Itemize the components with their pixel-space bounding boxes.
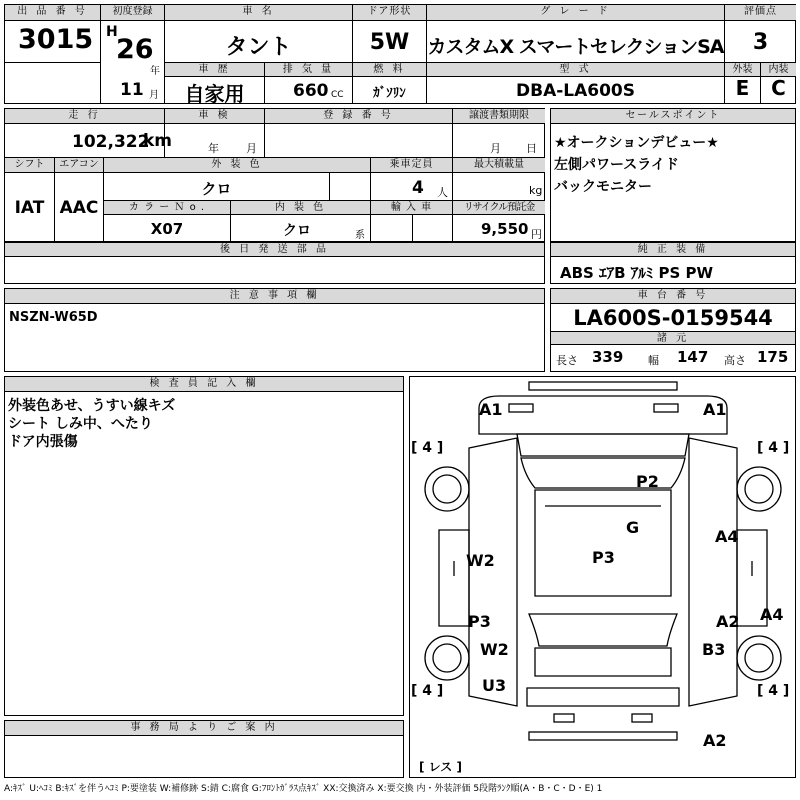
divider <box>412 215 413 242</box>
damage-mark: A1 <box>479 400 503 419</box>
damage-mark: W2 <box>466 551 495 570</box>
first-reg-label: 初度登録 <box>101 5 164 21</box>
capacity-label: 乗車定員 <box>371 158 452 173</box>
recycle-unit: 円 <box>531 228 542 241</box>
chassis-no: LA600S-0159544 <box>573 306 773 330</box>
car-outline <box>409 376 796 778</box>
damage-mark: A4 <box>715 527 739 546</box>
detail-section <box>4 108 545 242</box>
divider <box>4 62 100 63</box>
shift-label: シフト <box>5 158 54 173</box>
damage-mark: A2 <box>703 731 727 750</box>
lot-no-label: 出 品 番 号 <box>5 5 100 21</box>
inspector-line: 外装色あせ、うすい線キズ <box>8 398 176 414</box>
int-color-unit: 系 <box>355 230 365 241</box>
damage-mark: B3 <box>702 640 726 659</box>
model-label: 型 式 <box>427 63 724 77</box>
year-unit: 年 <box>150 66 160 77</box>
inspection-label: 車 検 <box>165 109 264 124</box>
mileage-label: 走 行 <box>5 109 164 124</box>
height-label: 高さ <box>724 354 746 367</box>
transfer-day-unit: 日 <box>526 142 537 155</box>
ext-color-label: 外 装 色 <box>104 158 370 173</box>
damage-mark: U3 <box>482 676 507 695</box>
air-conditioner: AAC <box>59 198 99 218</box>
grade-label: グ レ ー ド <box>427 5 724 21</box>
ac-label: エアコン <box>55 158 103 173</box>
height: 175 <box>757 348 789 366</box>
equipment-list: ABS ｴｱB ｱﾙﾐ PS PW <box>560 264 714 282</box>
import-label: 輸 入 車 <box>371 201 452 215</box>
displacement-label: 排 気 量 <box>265 63 352 77</box>
tire-depth: [ 4 ] <box>411 440 444 456</box>
car-name-label: 車 名 <box>165 5 352 21</box>
lot-no: 3015 <box>18 24 94 55</box>
inspector-line: シート しみ中、へたり <box>8 416 153 432</box>
length: 339 <box>592 348 624 366</box>
ext-color: クロ <box>201 180 232 198</box>
transfer-month-unit: 月 <box>490 142 501 155</box>
inspector-line: ドア内張傷 <box>8 434 78 450</box>
damage-mark: W2 <box>480 640 509 659</box>
reg-no-label: 登 録 番 号 <box>265 109 452 124</box>
equipment-label: 純 正 装 備 <box>551 243 795 257</box>
damage-mark: A1 <box>703 400 727 419</box>
history-label: 車 歴 <box>165 63 264 77</box>
inspection-year-unit: 年 <box>208 142 219 155</box>
history: 自家用 <box>184 82 245 106</box>
mileage-unit: km <box>143 131 173 151</box>
office-label: 事 務 局 よ り ご 案 内 <box>5 721 403 736</box>
capacity-unit: 人 <box>437 186 448 199</box>
score: 3 <box>752 30 769 55</box>
damage-mark: P3 <box>468 612 491 631</box>
displacement-unit: CC <box>331 90 344 100</box>
inspector-label: 検 査 員 記 入 欄 <box>5 377 403 392</box>
ext-grade: E <box>735 76 750 100</box>
sales-line: 左側パワースライド <box>554 157 679 173</box>
later-parts-label: 後 日 発 送 部 品 <box>5 243 544 257</box>
sales-points-label: セールスポイント <box>551 109 795 124</box>
chassis-label: 車 台 番 号 <box>551 289 795 304</box>
sales-line: ★オークションデビュー★ <box>554 135 719 151</box>
int-grade-label: 内装 <box>761 63 796 77</box>
door-type: 5W <box>369 30 410 55</box>
door-label: ドア形状 <box>353 5 426 21</box>
tire-depth: [ 4 ] <box>757 440 790 456</box>
first-reg-year: 26 <box>116 34 154 65</box>
sales-points <box>550 108 796 242</box>
model: DBA-LA600S <box>516 81 635 101</box>
color-no-label: カ ラ ー Ｎ o . <box>104 201 230 215</box>
maxload-unit: kg <box>529 184 543 197</box>
legend: A:ｷｽﾞ U:ﾍｺﾐ B:ｷｽﾞを伴うﾍｺﾐ P:要塗装 W:補修跡 S:錆 C:腐食 G:ﾌﾛﾝﾄｶﾞﾗｽ点ｷｽﾞ XX:交換済み X:要交換 内・外装評価 5段階ﾗﾝｸ順(A・B・C・D・E) 1 <box>4 784 603 794</box>
divider <box>329 173 330 200</box>
ext-grade-label: 外装 <box>725 63 760 77</box>
damage-mark: P3 <box>592 548 615 567</box>
first-reg-month: 11 <box>120 80 144 100</box>
month-unit: 月 <box>149 90 159 101</box>
inspection-month-unit: 月 <box>246 142 257 155</box>
recycle-fee: 9,550 <box>481 220 529 238</box>
notes-value: NSZN-W65D <box>9 310 98 325</box>
score-label: 評価点 <box>725 5 796 21</box>
shift: IAT <box>14 198 45 218</box>
displacement: 660 <box>293 81 329 101</box>
sales-line: バックモニター <box>554 179 652 195</box>
damage-mark: G <box>626 518 640 537</box>
recycle-label: リサイクル預託金 <box>453 201 545 215</box>
length-label: 長さ <box>556 354 578 367</box>
grade: カスタムX スマートセレクションSA <box>427 36 724 58</box>
capacity: 4 <box>412 178 424 198</box>
divider <box>452 108 453 242</box>
notes-label: 注 意 事 項 欄 <box>5 289 544 304</box>
fuel-label: 燃 料 <box>353 63 426 77</box>
fuel: ｶﾞｿﾘﾝ <box>373 86 406 101</box>
width: 147 <box>677 348 709 366</box>
car-name: タント <box>225 35 292 60</box>
tire-depth: [ 4 ] <box>757 683 790 699</box>
int-color: クロ <box>283 223 311 239</box>
int-color-label: 内 装 色 <box>231 201 370 215</box>
spec-label: 諸 元 <box>551 331 795 345</box>
damage-mark: A2 <box>716 612 740 631</box>
mileage: 102,322 <box>72 132 150 152</box>
damage-mark: P2 <box>636 472 659 491</box>
width-label: 幅 <box>648 354 659 367</box>
tire-depth: [ 4 ] <box>411 683 444 699</box>
era: H <box>106 24 118 40</box>
maxload-label: 最大積載量 <box>453 158 545 173</box>
spare-tire: [ レス ] <box>419 760 462 774</box>
transfer-label: 譲渡書類期限 <box>453 109 545 124</box>
damage-mark: A4 <box>760 605 784 624</box>
int-grade: C <box>771 76 786 100</box>
color-no: X07 <box>150 220 184 238</box>
